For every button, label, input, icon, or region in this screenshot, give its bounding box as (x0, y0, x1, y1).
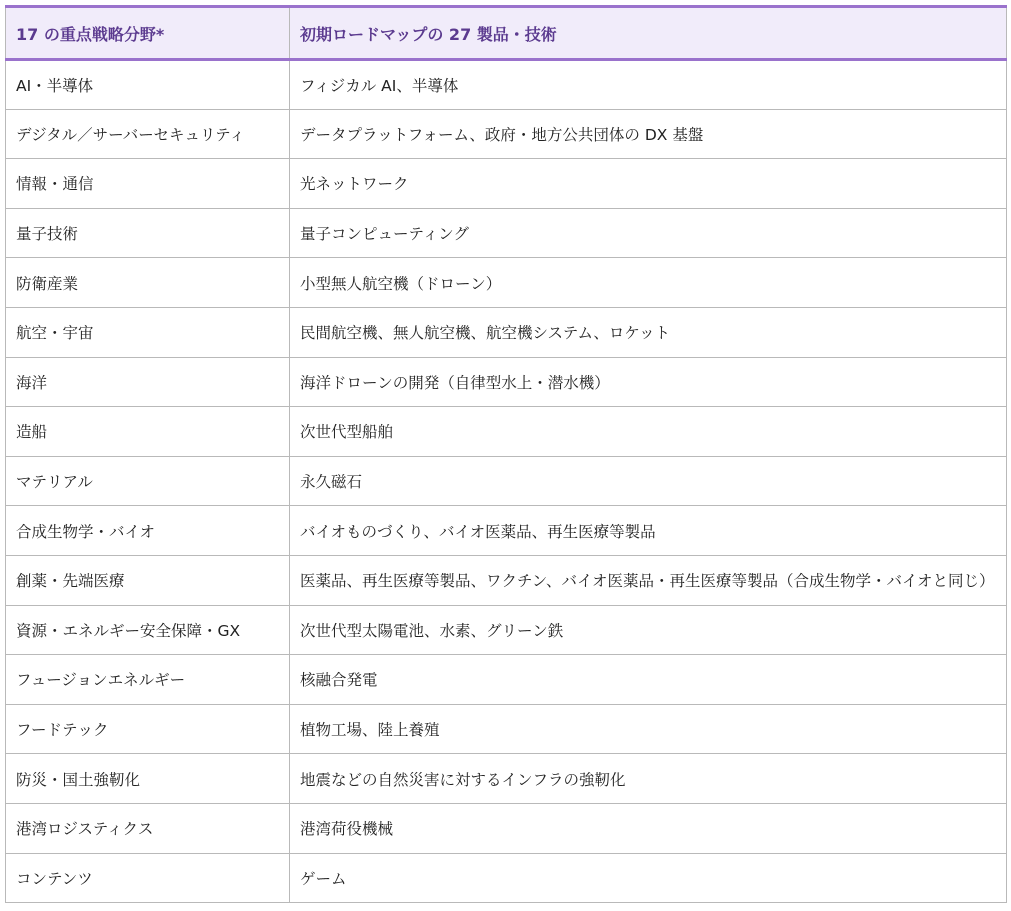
strategy-field-cell: 防災・国土強靭化 (6, 754, 290, 804)
products-cell: 地震などの自然災害に対するインフラの強靭化 (290, 754, 1007, 804)
table-row (6, 754, 1007, 804)
table-row (6, 407, 1007, 457)
products-cell: ゲーム (290, 853, 1007, 903)
table-row (6, 803, 1007, 853)
products-cell: データプラットフォーム、政府・地方公共団体の DX 基盤 (290, 109, 1007, 159)
strategy-field-cell: 造船 (6, 407, 290, 457)
strategy-field-cell: フードテック (6, 704, 290, 754)
strategy-field-cell: マテリアル (6, 456, 290, 506)
strategy-field-cell: 航空・宇宙 (6, 307, 290, 357)
table-header (6, 7, 1007, 60)
table-row (6, 307, 1007, 357)
products-cell: 光ネットワーク (290, 159, 1007, 209)
table-row (6, 853, 1007, 903)
header-strategy-fields: 17 の重点戦略分野* (6, 7, 290, 60)
strategy-field-cell: 情報・通信 (6, 159, 290, 209)
table-row (6, 605, 1007, 655)
products-cell: 永久磁石 (290, 456, 1007, 506)
products-cell: 海洋ドローンの開発（自律型水上・潜水機） (290, 357, 1007, 407)
table-row (6, 456, 1007, 506)
products-cell: 次世代型太陽電池、水素、グリーン鉄 (290, 605, 1007, 655)
table-row (6, 655, 1007, 705)
strategy-field-cell: 海洋 (6, 357, 290, 407)
strategy-field-cell: 防衛産業 (6, 258, 290, 308)
header-roadmap-products: 初期ロードマップの 27 製品・技術 (290, 7, 1007, 60)
products-cell: フィジカル AI、半導体 (290, 60, 1007, 110)
table-row (6, 208, 1007, 258)
strategy-field-cell: 港湾ロジスティクス (6, 803, 290, 853)
header-row (6, 7, 1007, 60)
strategy-field-cell: 合成生物学・バイオ (6, 506, 290, 556)
products-cell: 植物工場、陸上養殖 (290, 704, 1007, 754)
products-cell: 小型無人航空機（ドローン） (290, 258, 1007, 308)
table-row (6, 60, 1007, 110)
table-row (6, 506, 1007, 556)
strategy-field-cell: デジタル／サーバーセキュリティ (6, 109, 290, 159)
products-cell: バイオものづくり、バイオ医薬品、再生医療等製品 (290, 506, 1007, 556)
strategy-field-cell: コンテンツ (6, 853, 290, 903)
strategy-table-container (5, 5, 1006, 903)
products-cell: 医薬品、再生医療等製品、ワクチン、バイオ医薬品・再生医療等製品（合成生物学・バイオと同じ） (290, 555, 1007, 605)
strategy-fields-table (5, 5, 1007, 903)
table-row (6, 357, 1007, 407)
products-cell: 民間航空機、無人航空機、航空機システム、ロケット (290, 307, 1007, 357)
products-cell: 港湾荷役機械 (290, 803, 1007, 853)
table-row (6, 704, 1007, 754)
strategy-field-cell: フュージョンエネルギー (6, 655, 290, 705)
products-cell: 核融合発電 (290, 655, 1007, 705)
table-body (6, 60, 1007, 903)
products-cell: 次世代型船舶 (290, 407, 1007, 457)
table-row (6, 109, 1007, 159)
strategy-field-cell: 創薬・先端医療 (6, 555, 290, 605)
table-row (6, 159, 1007, 209)
table-row (6, 555, 1007, 605)
products-cell: 量子コンピューティング (290, 208, 1007, 258)
table-row (6, 258, 1007, 308)
strategy-field-cell: AI・半導体 (6, 60, 290, 110)
strategy-field-cell: 量子技術 (6, 208, 290, 258)
strategy-field-cell: 資源・エネルギー安全保障・GX (6, 605, 290, 655)
